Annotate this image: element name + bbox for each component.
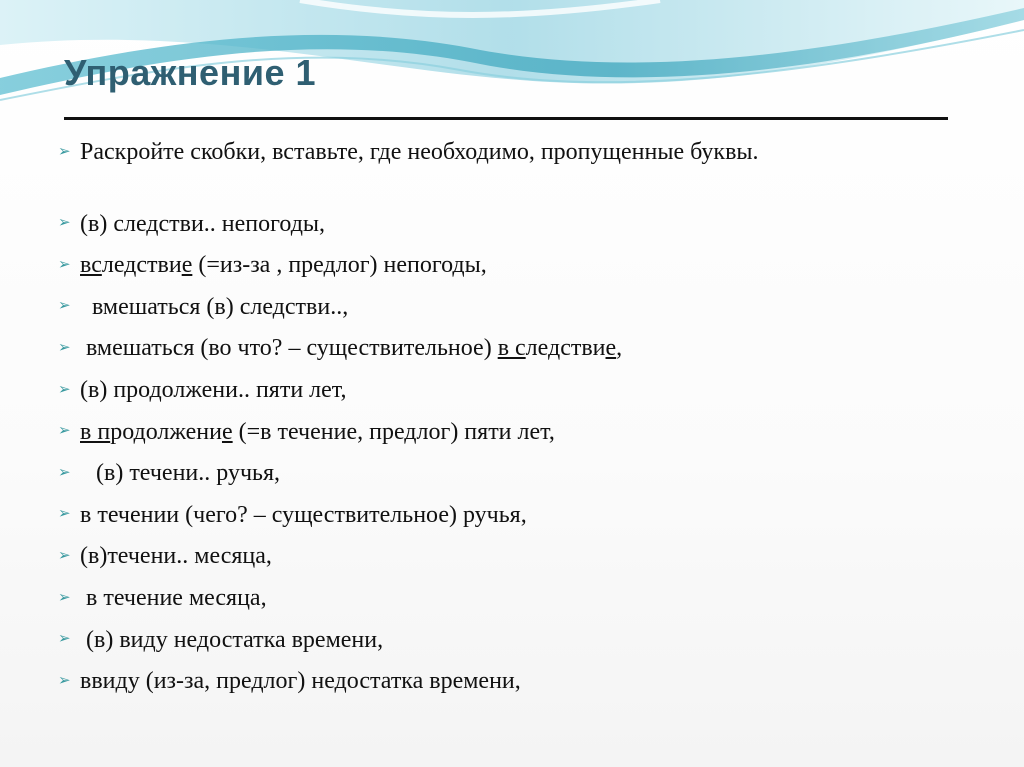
list-item: ➢ (в) следстви.. непогоды, [58, 204, 958, 246]
list-item: ➢ вследствие (=из-за , предлог) непогоды, [58, 245, 958, 287]
arrow-bullet-icon: ➢ [58, 504, 71, 523]
list-item: ➢ вмешаться (во что? – существительное) в следствие, [58, 328, 958, 370]
list-item: ➢ в течении (чего? – существительное) ручья, [58, 495, 958, 537]
exercise-list [58, 132, 958, 703]
arrow-bullet-icon: ➢ [58, 338, 71, 357]
arrow-bullet-icon: ➢ [58, 296, 71, 315]
arrow-bullet-icon: ➢ [58, 421, 71, 440]
arrow-bullet-icon: ➢ [58, 379, 71, 398]
slide-title: Упражнение 1 [64, 52, 316, 93]
list-item: ➢ ввиду (из-за, предлог) недостатка времени, [58, 661, 958, 703]
arrow-bullet-icon: ➢ [58, 629, 71, 648]
list-item: ➢ вмешаться (в) следстви.., [58, 287, 958, 329]
list-item: ➢ в течение месяца, [58, 578, 958, 620]
list-item: ➢ (в)течени.. месяца, [58, 536, 958, 578]
list-item: ➢ в продолжение (=в течение, предлог) пяти лет, [58, 412, 958, 454]
arrow-bullet-icon: ➢ [58, 462, 71, 481]
arrow-bullet-icon: ➢ [58, 254, 71, 273]
list-item: ➢ (в) течени.. ручья, [58, 453, 958, 495]
arrow-bullet-icon: ➢ [58, 587, 71, 606]
arrow-bullet-icon: ➢ [58, 670, 71, 689]
arrow-bullet-icon: ➢ [58, 546, 71, 565]
arrow-bullet-icon: ➢ [58, 213, 71, 232]
list-item: ➢ (в) продолжени.. пяти лет, [58, 370, 958, 412]
instruction-text: Раскройте скобки, вставьте, где необходимо, пропущенные буквы. [80, 139, 759, 165]
arrow-bullet-icon: ➢ [58, 141, 71, 160]
list-item: ➢ (в) виду недостатка времени, [58, 620, 958, 662]
title-divider [64, 117, 948, 120]
instruction-item [58, 132, 958, 174]
